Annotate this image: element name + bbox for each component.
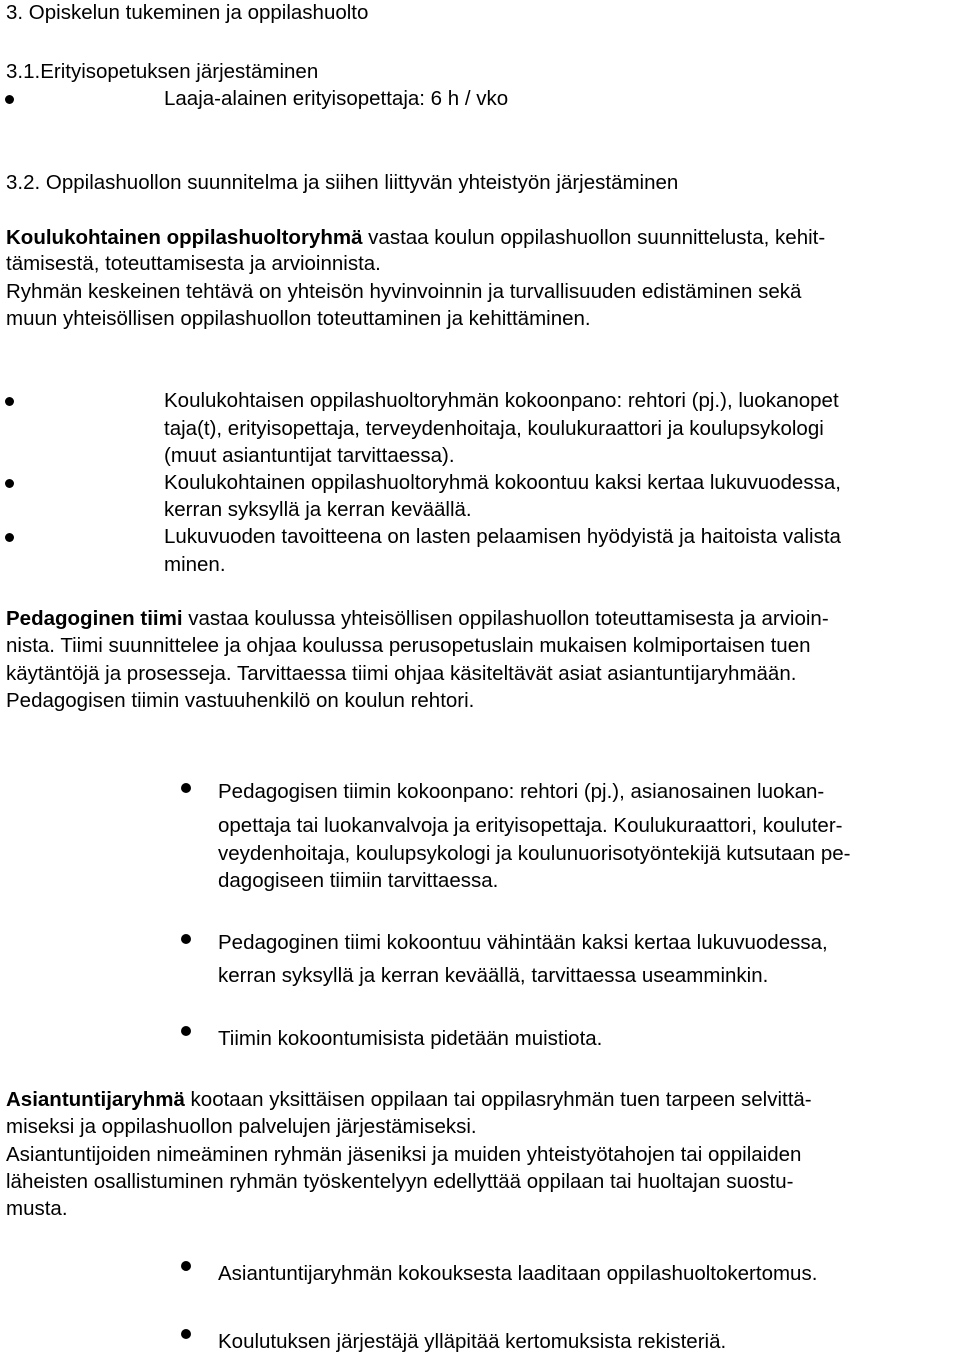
asiantuntija-term: Asiantuntijaryhmä	[6, 1088, 185, 1111]
bullet-icon	[181, 1261, 191, 1271]
koulukohtainen-term: Koulukohtainen oppilashuoltoryhmä	[6, 226, 363, 249]
koulukohtainen-bullet-2-line-2: kerran syksyllä ja kerran keväällä.	[164, 498, 472, 521]
koulukohtainen-paragraph-line-1	[6, 226, 825, 250]
asiantuntija-bullet-1-line-1: Asiantuntijaryhmän kokouksesta laaditaan oppilashuoltokertomus.	[218, 1262, 818, 1285]
bullet-icon	[5, 397, 14, 406]
koulukohtainen-bullet-1-line-1: Koulukohtaisen oppilashuoltoryhmän kokoonpano: rehtori (pj.), luokanopet	[164, 389, 839, 412]
pedagoginen-bullet-2-line-2: kerran syksyllä ja kerran keväällä, tarvittaessa useamminkin.	[218, 964, 769, 987]
bullet-icon	[5, 533, 14, 542]
pedagoginen-bullet-1-line-2: opettaja tai luokanvalvoja ja erityisopettaja. Koulukuraattori, kouluter-	[218, 814, 843, 837]
koulukohtainen-line-1-text: vastaa koulun oppilashuollon suunnittelusta, kehit-	[362, 226, 826, 249]
koulukohtainen-paragraph-line-4: muun yhteisöllisen oppilashuollon toteuttaminen ja kehittäminen.	[6, 307, 591, 330]
section-3-heading: 3. Opiskelun tukeminen ja oppilashuolto	[6, 1, 369, 24]
koulukohtainen-bullet-3-line-1: Lukuvuoden tavoitteena on lasten pelaamisen hyödyistä ja haitoista valista	[164, 525, 841, 548]
asiantuntija-paragraph-line-3: Asiantuntijoiden nimeäminen ryhmän jäseniksi ja muiden yhteistyötahojen tai oppilaiden	[6, 1143, 802, 1166]
pedagoginen-bullet-1-line-3: veydenhoitaja, koulupsykologi ja koulunuorisotyöntekijä kutsutaan pe-	[218, 842, 851, 865]
asiantuntija-paragraph-line-4: läheisten osallistuminen ryhmän työskentelyyn edellyttää oppilaan tai huoltajan suostu-	[6, 1170, 794, 1193]
asiantuntija-bullet-2-line-1: Koulutuksen järjestäjä ylläpitää kertomuksista rekisteriä.	[218, 1330, 727, 1353]
koulukohtainen-bullet-1-line-3: (muut asiantuntijat tarvittaessa).	[164, 444, 455, 467]
koulukohtainen-paragraph-line-3: Ryhmän keskeinen tehtävä on yhteisön hyvinvoinnin ja turvallisuuden edistäminen sekä	[6, 280, 802, 303]
bullet-icon	[181, 934, 191, 944]
bullet-icon	[181, 1026, 191, 1036]
asiantuntija-paragraph-line-2: miseksi ja oppilashuollon palvelujen järjestämiseksi.	[6, 1115, 477, 1138]
pedagoginen-bullet-3-line-1: Tiimin kokoontumisista pidetään muistiota.	[218, 1027, 603, 1050]
koulukohtainen-bullet-2-line-1: Koulukohtainen oppilashuoltoryhmä kokoontuu kaksi kertaa lukuvuodessa,	[164, 471, 841, 494]
pedagoginen-paragraph-line-1	[6, 607, 829, 631]
pedagoginen-term: Pedagoginen tiimi	[6, 607, 183, 630]
koulukohtainen-bullet-3-line-2: minen.	[164, 553, 226, 576]
pedagoginen-line-1-text: vastaa koulussa yhteisöllisen oppilashuollon toteuttamisesta ja arvioin-	[182, 607, 829, 630]
pedagoginen-bullet-1-line-1: Pedagogisen tiimin kokoonpano: rehtori (pj.), asianosainen luokan-	[218, 780, 825, 803]
bullet-icon	[5, 95, 14, 104]
asiantuntija-line-1-text: kootaan yksittäisen oppilaan tai oppilasryhmän tuen tarpeen selvittä-	[184, 1088, 812, 1111]
pedagoginen-paragraph-line-2: nista. Tiimi suunnittelee ja ohjaa koulussa perusopetuslain mukaisen kolmiportaisen tuen	[6, 634, 811, 657]
pedagoginen-bullet-2-line-1: Pedagoginen tiimi kokoontuu vähintään kaksi kertaa lukuvuodessa,	[218, 931, 828, 954]
pedagoginen-paragraph-line-3: käytäntöjä ja prosesseja. Tarvittaessa tiimi ohjaa käsiteltävät asiat asiantuntijaryhmään.	[6, 662, 797, 685]
bullet-icon	[5, 479, 14, 488]
pedagoginen-bullet-1-line-4: dagogiseen tiimiin tarvittaessa.	[218, 869, 499, 892]
koulukohtainen-bullet-1-line-2: taja(t), erityisopettaja, terveydenhoitaja, koulukuraattori ja koulupsykologi	[164, 417, 824, 440]
section-3-1-bullet: Laaja-alainen erityisopettaja: 6 h / vko	[164, 87, 509, 110]
bullet-icon	[181, 1329, 191, 1339]
section-3-1-heading: 3.1.Erityisopetuksen järjestäminen	[6, 60, 319, 83]
asiantuntija-paragraph-line-1	[6, 1088, 812, 1112]
asiantuntija-paragraph-line-5: musta.	[6, 1197, 68, 1220]
pedagoginen-paragraph-line-4: Pedagogisen tiimin vastuuhenkilö on koulun rehtori.	[6, 689, 475, 712]
koulukohtainen-paragraph-line-2: tämisestä, toteuttamisesta ja arvioinnista.	[6, 252, 381, 275]
bullet-icon	[181, 783, 191, 793]
section-3-2-heading: 3.2. Oppilashuollon suunnitelma ja siihen liittyvän yhteistyön järjestäminen	[6, 171, 679, 194]
